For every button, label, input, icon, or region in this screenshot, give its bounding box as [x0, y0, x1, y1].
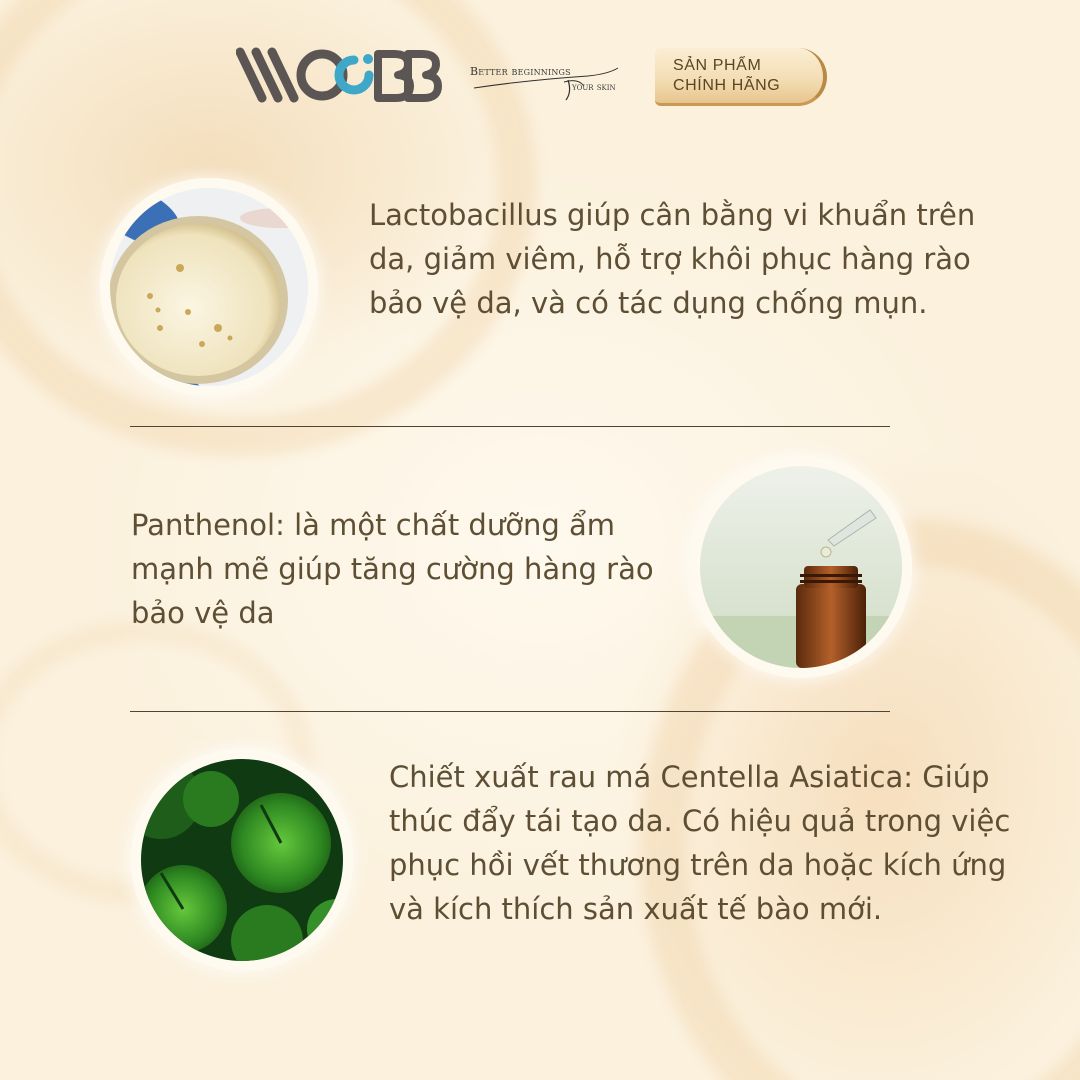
lactobacillus-description: Lactobacillus giúp cân bằng vi khuẩn trên da, giảm viêm, hỗ trợ khôi phục hàng rào bảo vệ da, và có tác dụng chống mụn.	[369, 198, 976, 320]
badge-line-2: CHÍNH HÃNG	[673, 77, 781, 94]
section-divider	[130, 426, 890, 427]
section-divider	[130, 711, 890, 712]
authentic-product-badge	[655, 48, 827, 106]
centella-leaves-photo	[131, 749, 353, 971]
badge-line-1: SẢN PHẨM	[673, 57, 762, 74]
petri-dish-photo	[100, 178, 318, 396]
centella-description: Chiết xuất rau má Centella Asiatica: Giúp thúc đẩy tái tạo da. Có hiệu quả trong việc phục hồi vết thương trên da hoặc kích ứng và kích thích sản xuất tế bào mới.	[389, 760, 1011, 926]
serum-dropper-bottle-photo	[690, 456, 912, 678]
header	[0, 0, 1080, 130]
tagline-top: Better beginnings	[470, 65, 571, 78]
brand-tagline	[468, 62, 638, 102]
woobb-logo	[236, 46, 442, 104]
panthenol-description: Panthenol: là một chất dưỡng ẩm mạnh mẽ giúp tăng cường hàng rào bảo vệ da	[131, 508, 654, 630]
tagline-bottom: your skin	[572, 82, 616, 93]
